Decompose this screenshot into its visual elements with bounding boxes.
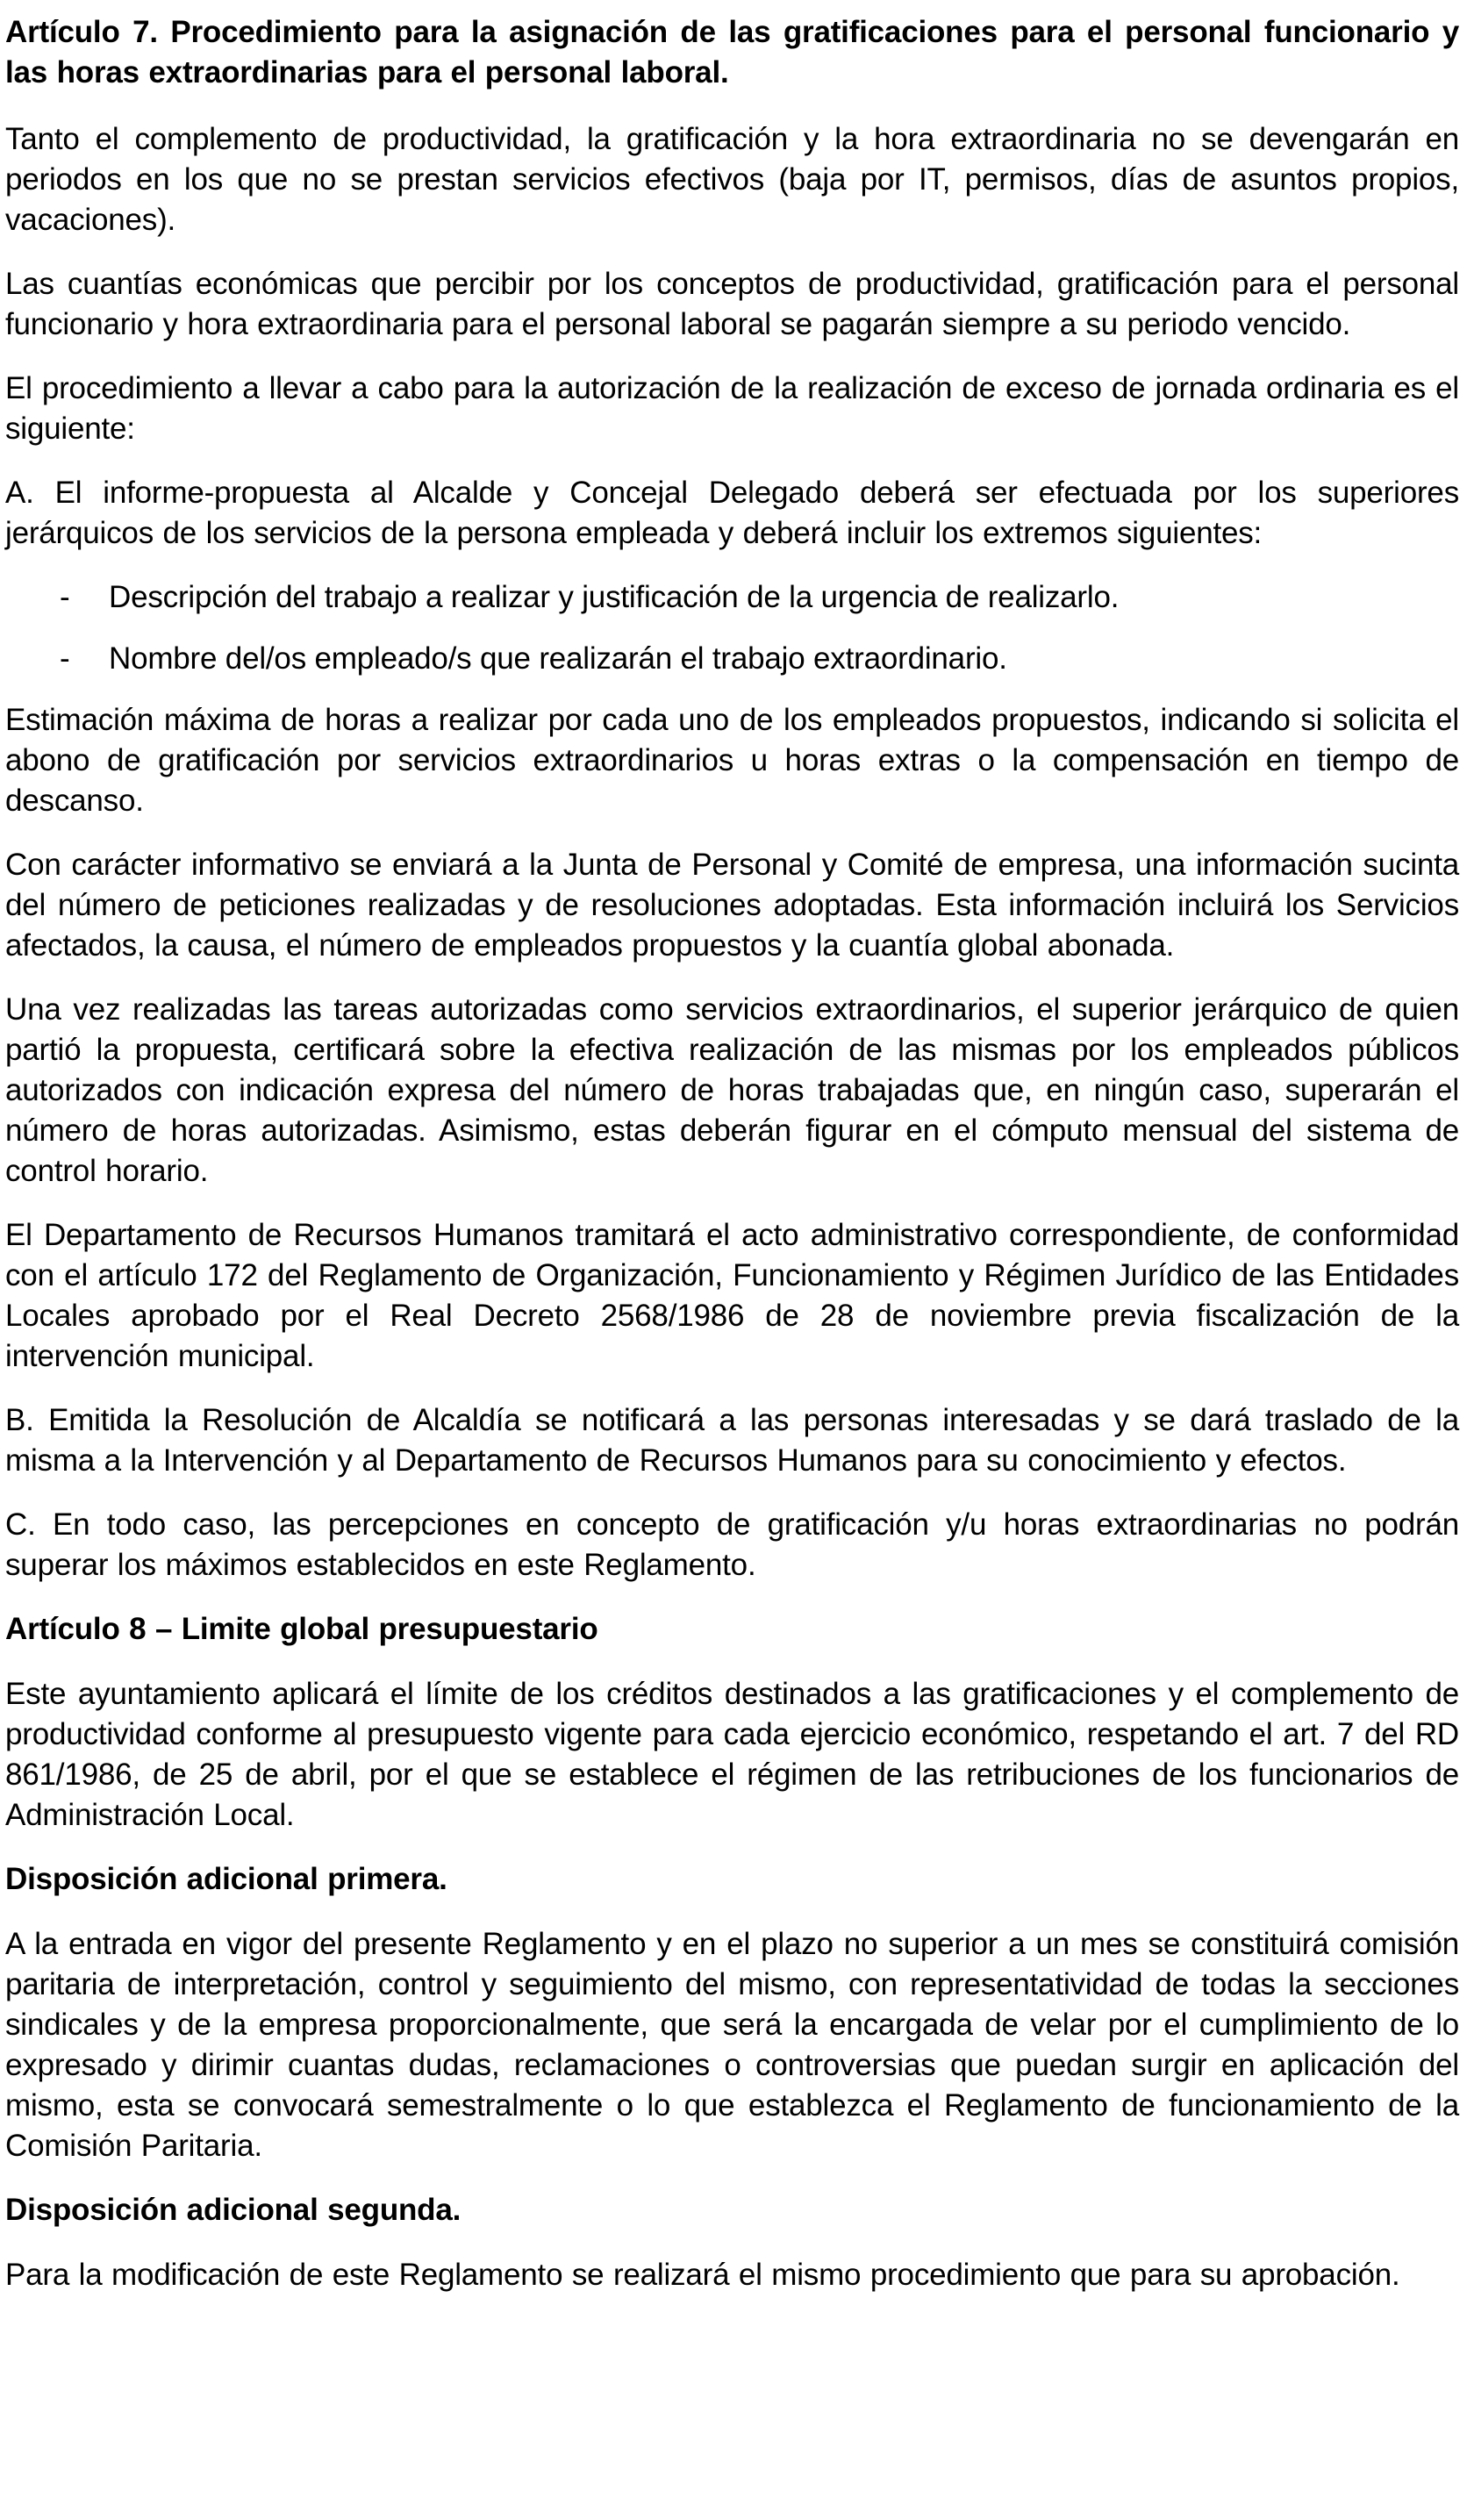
bullet-dash: - <box>60 641 70 676</box>
list-item <box>5 577 1459 618</box>
paragraph-maximos: C. En todo caso, las percepciones en concepto de gratificación y/u horas extraordinarias no podrán superar los máximos establecidos en este Reglamento. <box>5 1507 1459 1582</box>
list-item <box>5 639 1459 679</box>
list-item-text: Descripción del trabajo a realizar y justificación de la urgencia de realizarlo. <box>109 580 1120 614</box>
paragraph-certificacion: Una vez realizadas las tareas autorizadas como servicios extraordinarios, el superior jerárquico de quien partió la propuesta, certificará sobre la efectiva realización de las mismas por los empleados públicos autorizados con indicación expresa del número de horas trabajadas que, en ningún caso, superarán el número de horas autorizadas. Asimismo, estas deberán figurar en el cómputo mensual del sistema de control horario. <box>5 992 1459 1188</box>
paragraph-departamento-rrhh: El Departamento de Recursos Humanos tramitará el acto administrativo correspondiente, de conformidad con el artículo 172 del Reglamento de Organización, Funcionamiento y Régimen Jurídico de las Entidades Locales aprobado por el Real Decreto 2568/1986 de 28 de noviembre previa fiscalización de la intervención municipal. <box>5 1218 1459 1373</box>
paragraph-procedimiento: El procedimiento a llevar a cabo para la autorización de la realización de exceso de jornada ordinaria es el siguiente: <box>5 371 1459 446</box>
disposicion-adicional-segunda-heading: Disposición adicional segunda. <box>5 2193 462 2227</box>
paragraph-comision-paritaria: A la entrada en vigor del presente Reglamento y en el plazo no superior a un mes se constituirá comisión paritaria de interpretación, control y seguimiento del mismo, con representatividad de todas la secciones sindicales y de la empresa proporcionalmente, que será la encargada de velar por el cumplimiento de lo expresado y dirimir cuantas dudas, reclamaciones o controversias que puedan surgir en aplicación del mismo, esta se convocará semestralmente o lo que establezca el Reglamento de funcionamiento de la Comisión Paritaria. <box>5 1927 1459 2163</box>
paragraph-modificacion: Para la modificación de este Reglamento se realizará el mismo procedimiento que para su aprobación. <box>5 2258 1400 2292</box>
paragraph-resolucion-alcaldia: B. Emitida la Resolución de Alcaldía se notificará a las personas interesadas y se dará traslado de la misma a la Intervención y al Departamento de Recursos Humanos para su conocimiento y efectos. <box>5 1403 1459 1478</box>
article-7-heading: Artículo 7. Procedimiento para la asignación de las gratificaciones para el personal funcionario y las horas extraordinarias para el personal laboral. <box>5 15 1459 89</box>
paragraph-limite-presupuestario: Este ayuntamiento aplicará el límite de los créditos destinados a las gratificaciones y el complemento de productividad conforme al presupuesto vigente para cada ejercicio económico, respetando el art. 7 del RD 861/1986, de 25 de abril, por el que se establece el régimen de las retribuciones de los funcionarios de Administración Local. <box>5 1677 1459 1832</box>
bullet-dash: - <box>60 580 70 614</box>
requirements-list <box>5 577 1459 679</box>
paragraph-estimacion: Estimación máxima de horas a realizar por cada uno de los empleados propuestos, indicando si solicita el abono de gratificación por servicios extraordinarios u horas extras o la compensación en tiempo de descanso. <box>5 703 1459 818</box>
paragraph-informativo: Con carácter informativo se enviará a la Junta de Personal y Comité de empresa, una información sucinta del número de peticiones realizadas y de resoluciones adoptadas. Esta información incluirá los Servicios afectados, la causa, el número de empleados propuestos y la cuantía global abonada. <box>5 848 1459 963</box>
disposicion-adicional-primera-heading: Disposición adicional primera. <box>5 1862 447 1896</box>
paragraph-cuantias: Las cuantías económicas que percibir por los conceptos de productividad, gratificación para el personal funcionario y hora extraordinaria para el personal laboral se pagarán siempre a su periodo vencido. <box>5 267 1459 341</box>
paragraph-informe-propuesta: A. El informe-propuesta al Alcalde y Concejal Delegado deberá ser efectuada por los superiores jerárquicos de los servicios de la persona empleada y deberá incluir los extremos siguientes: <box>5 476 1459 550</box>
paragraph-devengo: Tanto el complemento de productividad, la gratificación y la hora extraordinaria no se devengarán en periodos en los que no se prestan servicios efectivos (baja por IT, permisos, días de asuntos propios, vacaciones). <box>5 122 1459 237</box>
list-item-text: Nombre del/os empleado/s que realizarán el trabajo extraordinario. <box>109 641 1007 676</box>
article-8-heading: Artículo 8 – Limite global presupuestario <box>5 1612 598 1646</box>
